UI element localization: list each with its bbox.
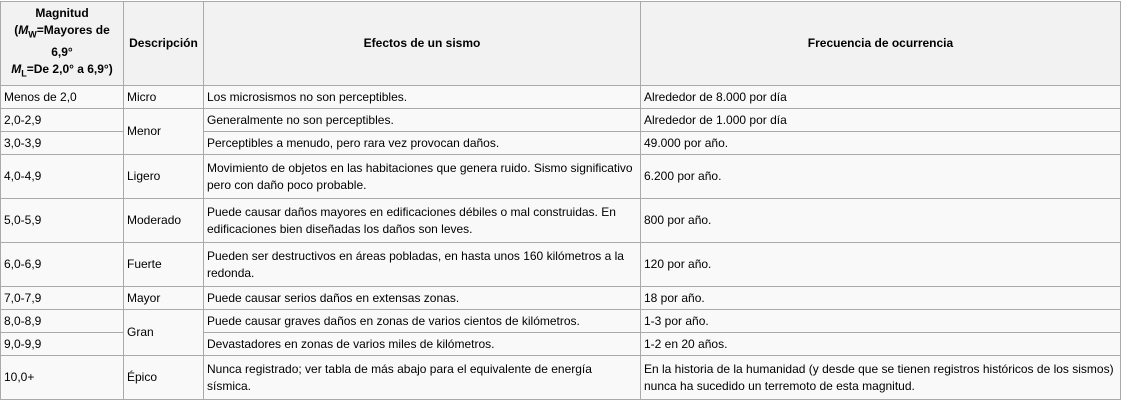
description-cell: Micro bbox=[124, 86, 204, 109]
description-cell: Moderado bbox=[124, 199, 204, 243]
table-row bbox=[1, 199, 1121, 243]
frequency-cell: 1-2 en 20 años. bbox=[641, 333, 1121, 356]
effects-cell: Movimiento de objetos en las habitaciones que genera ruido. Sismo significativo pero con daño poco probable. bbox=[204, 155, 641, 199]
frequency-cell: Alrededor de 8.000 por día bbox=[641, 86, 1121, 109]
magnitude-cell: 9,0-9,9 bbox=[1, 333, 124, 356]
effects-cell: Nunca registrado; ver tabla de más abajo para el equivalente de energía sísmica. bbox=[204, 356, 641, 400]
ml-subscript: L bbox=[21, 67, 27, 78]
effects-cell: Devastadores en zonas de varios miles de kilómetros. bbox=[204, 333, 641, 356]
magnitude-cell: 6,0-6,9 bbox=[1, 243, 124, 287]
table-row bbox=[1, 287, 1121, 310]
magnitude-cell: 3,0-3,9 bbox=[1, 132, 124, 155]
effects-cell: Puede causar graves daños en zonas de varios cientos de kilómetros. bbox=[204, 310, 641, 333]
header-row bbox=[1, 2, 1121, 86]
effects-cell: Puede causar daños mayores en edificaciones débiles o mal construidas. En edificaciones bien diseñadas los daños son leves. bbox=[204, 199, 641, 243]
header-description: Descripción bbox=[124, 2, 204, 86]
description-cell: Gran bbox=[124, 310, 204, 356]
magnitude-cell: 2,0-2,9 bbox=[1, 109, 124, 132]
magnitude-cell: 7,0-7,9 bbox=[1, 287, 124, 310]
header-effects: Efectos de un sismo bbox=[204, 2, 641, 86]
table-row bbox=[1, 356, 1121, 400]
effects-cell: Generalmente no son perceptibles. bbox=[204, 109, 641, 132]
frequency-cell: En la historia de la humanidad (y desde que se tienen registros históricos de los sismos) nunca ha sucedido un terremoto de esta magnitud. bbox=[641, 356, 1121, 400]
magnitude-cell: Menos de 2,0 bbox=[1, 86, 124, 109]
mw-subscript: W bbox=[28, 29, 37, 40]
description-cell: Menor bbox=[124, 109, 204, 155]
mw-symbol: M bbox=[18, 23, 29, 38]
description-cell: Épico bbox=[124, 356, 204, 400]
ml-symbol: M bbox=[11, 61, 22, 76]
frequency-cell: 800 por año. bbox=[641, 199, 1121, 243]
magnitude-cell: 5,0-5,9 bbox=[1, 199, 124, 243]
magnitude-cell: 4,0-4,9 bbox=[1, 155, 124, 199]
table-row bbox=[1, 310, 1121, 333]
paren: ( bbox=[14, 23, 19, 38]
effects-cell: Puede causar serios daños en extensas zonas. bbox=[204, 287, 641, 310]
frequency-cell: 6.200 por año. bbox=[641, 155, 1121, 199]
table-row bbox=[1, 243, 1121, 287]
magnitude-cell: 8,0-8,9 bbox=[1, 310, 124, 333]
description-cell: Ligero bbox=[124, 155, 204, 199]
effects-cell: Perceptibles a menudo, pero rara vez provocan daños. bbox=[204, 132, 641, 155]
magnitude-title: Magnitud bbox=[35, 6, 89, 21]
frequency-cell: 120 por año. bbox=[641, 243, 1121, 287]
description-cell: Mayor bbox=[124, 287, 204, 310]
magnitude-cell: 10,0+ bbox=[1, 356, 124, 400]
effects-cell: Los microsismos no son perceptibles. bbox=[204, 86, 641, 109]
frequency-cell: 18 por año. bbox=[641, 287, 1121, 310]
frequency-cell: Alrededor de 1.000 por día bbox=[641, 109, 1121, 132]
mw-text: =Mayores de 6,9° bbox=[36, 23, 110, 59]
header-magnitude bbox=[1, 2, 124, 86]
frequency-cell: 1-3 por año. bbox=[641, 310, 1121, 333]
earthquake-magnitude-table bbox=[0, 1, 1121, 400]
table-row bbox=[1, 109, 1121, 132]
header-frequency: Frecuencia de ocurrencia bbox=[641, 2, 1121, 86]
table-row bbox=[1, 86, 1121, 109]
effects-cell: Pueden ser destructivos en áreas pobladas, en hasta unos 160 kilómetros a la redonda. bbox=[204, 243, 641, 287]
frequency-cell: 49.000 por año. bbox=[641, 132, 1121, 155]
table-row bbox=[1, 155, 1121, 199]
ml-text: =De 2,0° a 6,9°) bbox=[26, 61, 113, 76]
description-cell: Fuerte bbox=[124, 243, 204, 287]
